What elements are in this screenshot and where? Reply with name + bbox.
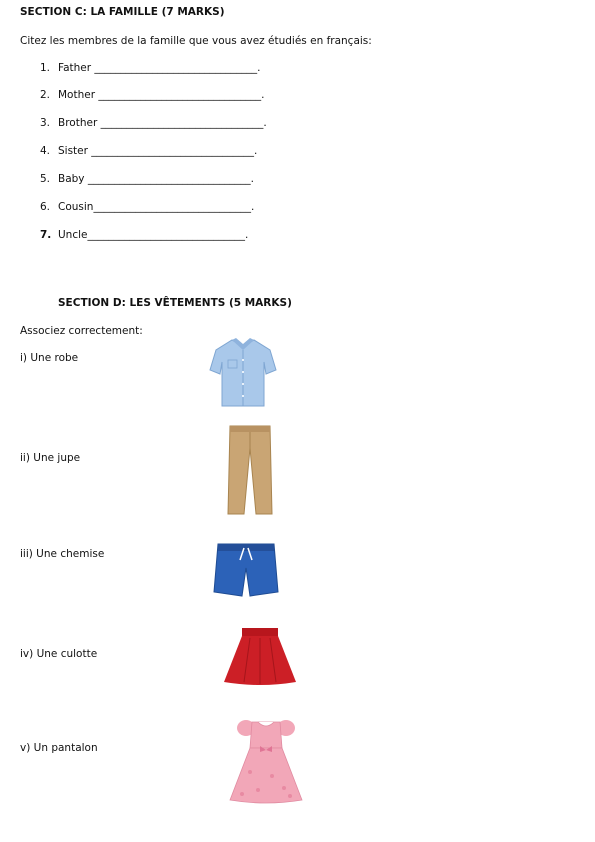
answer-line: Uncle______________________________. [58, 229, 249, 241]
dress-image [228, 716, 304, 804]
section-d-instruction: Associez correctement: [20, 325, 143, 337]
match-label: iii) Une chemise [20, 548, 105, 560]
match-label: ii) Une jupe [20, 452, 81, 464]
list-item: 7. Uncle______________________________. [40, 229, 249, 241]
answer-line: Cousin______________________________. [58, 201, 255, 213]
answer-line: Sister _______________________________. [58, 145, 258, 157]
answer-line: Baby _______________________________. [58, 173, 254, 185]
list-item: 3. Brother _______________________________. [40, 117, 267, 129]
section-c-heading: SECTION C: LA FAMILLE (7 MARKS) [20, 6, 225, 18]
match-label: i) Une robe [20, 352, 79, 364]
shorts-image [212, 540, 280, 598]
trousers-image [226, 424, 274, 516]
list-item: 5. Baby _______________________________. [40, 173, 254, 185]
list-item: 4. Sister _______________________________. [40, 145, 258, 157]
match-label: v) Un pantalon [20, 742, 98, 754]
shirt-image [208, 336, 278, 408]
list-item: 6. Cousin______________________________. [40, 201, 255, 213]
answer-line: Mother _______________________________. [58, 89, 265, 101]
list-item: 1. Father _______________________________. [40, 62, 261, 74]
answer-line: Brother _______________________________. [58, 117, 267, 129]
section-d-heading: SECTION D: LES VÊTEMENTS (5 MARKS) [58, 297, 292, 309]
list-item: 2. Mother _______________________________. [40, 89, 265, 101]
answer-line: Father _______________________________. [58, 62, 261, 74]
section-c-instruction: Citez les membres de la famille que vous avez étudiés en français: [20, 35, 372, 47]
match-label: iv) Une culotte [20, 648, 98, 660]
skirt-image [222, 626, 298, 688]
